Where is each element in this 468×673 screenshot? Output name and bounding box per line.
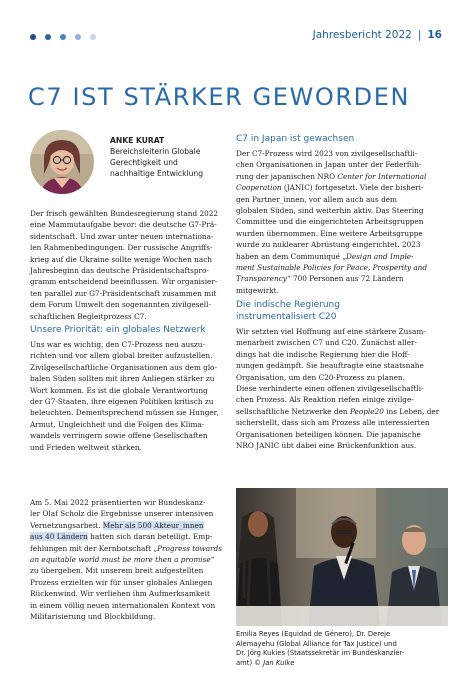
text-span: hatten sich daran beteiligt. Emp- (87, 532, 213, 542)
text-line: Jahresbeginn das deutsche Präsidentschaftspro- (30, 266, 209, 276)
text-span: ins Leben, der (383, 406, 440, 416)
text-line: ten parallel zur G7-Präsidentschaft zusammen mit (30, 288, 217, 298)
text-line: Militarisierung und Blockbildung. (30, 612, 156, 622)
text-line: Der C7-Prozess wird 2023 von zivilgesellschaftli- (236, 149, 418, 158)
communique-title: Design and Imple- (346, 251, 414, 261)
text-line: sidentschaft. Und zwar unter neuen internationa- (30, 231, 214, 241)
text-line: Zivilgesellschaftliche Organisationen aus dem glo- (30, 362, 218, 372)
intro-paragraph (30, 208, 218, 322)
text-line: Organisationen beteiligen können. Die japanische (236, 429, 421, 439)
text-line: und Frieden weltweit stärken. (30, 442, 142, 452)
text-line: Organisation, um den C20-Prozess zu planen. (236, 372, 405, 382)
highlighted-text: Mehr als 500 Akteur_innen (102, 520, 204, 530)
text-span: sellschaftliche Netzwerke den (236, 406, 350, 416)
text-line: chen Prozess. Als Reaktion riefen einige zivilge- (236, 395, 414, 405)
caption-line: Alemayehu (Global Alliance for Tax Justice) und (236, 639, 397, 648)
quote-text: Progress towards (157, 543, 223, 553)
text-line: zu übergeben. Mit unserem breit aufgestellten (30, 566, 204, 576)
text-line (236, 182, 427, 193)
priority-paragraph (30, 339, 219, 453)
text-span: amt) © (236, 658, 264, 667)
heading-line: Die indische Regierung (236, 300, 340, 310)
text-line: ler Olaf Scholz die Ergebnisse unserer intensiven (30, 509, 214, 519)
text-line: dem Forum Umwelt den sogenannten zivilgesell- (30, 300, 211, 310)
text-span: rung der japanischen NRO (236, 171, 338, 181)
portrait-image (30, 130, 94, 194)
quote-text: an equitable world must be more then a promise (30, 555, 211, 565)
text-line: wandels verringern sowie offene Gesellschaften (30, 431, 208, 441)
author-role-line: Gerechtigkeit und (110, 158, 178, 167)
text-line: in einem völlig neuen internationalen Kontext von (30, 600, 216, 610)
text-line: len Rahmenbedingungen. Der russische Angriffs- (30, 243, 213, 253)
text-line (30, 520, 222, 531)
dot-4 (75, 34, 81, 40)
text-line: globalen Süden, sind weiterhin aktiv. Das Steering (236, 206, 424, 216)
text-line: krieg auf die Ukraine sollte wenige Wochen nach (30, 254, 212, 264)
text-line: balen Süden sollten mit ihren Anliegen stärker zu (30, 374, 215, 384)
org-name: Cooperation (236, 183, 282, 193)
text-line: gramm entscheidend beeinflussen. Wir organisier- (30, 277, 218, 287)
text-line: nungen gedämpft. Sie beauftragte eine staatsnahe (236, 361, 424, 371)
report-title: Jahresbericht 2022 (312, 29, 412, 41)
page-number: 16 (427, 29, 442, 41)
text-line: Diese verhinderte einen offenen zivilgesellschaftli- (236, 384, 424, 394)
text-line: Wir setzten viel Hoffnung auf eine stärkere Zusam- (236, 327, 426, 336)
text-line: Wort kommen. Es ist die globale Verantwortung (30, 385, 208, 395)
text-line: sicherstellt, dass sich am Prozess alle interessierten (236, 418, 430, 428)
author-name: ANKE KURAT (110, 136, 165, 145)
highlighted-text: aus 40 Ländern (30, 532, 88, 542)
text-line: menarbeit zwischen C7 und C20. Zunächst aller- (236, 338, 417, 348)
text-line: Am 5. Mai 2022 präsentierten wir Bundeskanz- (30, 498, 206, 507)
photo-caption (236, 630, 404, 668)
text-line: eine Mammutaufgabe bevor: die deutsche G7-Prä- (30, 220, 217, 230)
dot-2 (45, 34, 51, 40)
communique-title: ment Sustainable Policies for Peace, Prosperity and (236, 263, 428, 273)
text-span: haben an dem Communiqué „ (236, 251, 346, 261)
text-line (30, 554, 222, 565)
text-line: chen Organisationen in Japan unter der Federfüh- (236, 160, 422, 170)
text-line: beleuchten. Dementsprechend müssen sie Hunger, (30, 408, 219, 418)
text-line: Uns war es wichtig, den C7-Prozess neu auszu- (30, 340, 205, 349)
text-line: Armut, Ungleichheit und die Folgen des Klima- (30, 419, 205, 429)
text-line: richten und vor allem global breiter aufzustellen. (30, 351, 213, 361)
org-name: Center for International (337, 171, 427, 181)
author-role-line: Bereichsleiterin Globale (110, 147, 201, 156)
section-heading-india (236, 300, 340, 323)
heading-line: instrumentalisiert C20 (236, 311, 337, 322)
dot-1 (30, 34, 36, 40)
text-line (236, 251, 427, 262)
progress-dots (30, 34, 96, 40)
author-block (110, 135, 203, 179)
text-line (30, 531, 222, 542)
text-line (236, 406, 439, 417)
network-name: People20 (349, 406, 384, 416)
text-span: “ (210, 555, 215, 565)
text-span: Vernetzungsarbeit. (30, 520, 103, 530)
text-span: (JANIC) fortgesetzt. Viele der bisheri- (281, 183, 424, 193)
text-line: Der frisch gewählten Bundesregierung stand 2022 (30, 209, 219, 218)
text-line: wurden übernommen. Eine weitere Arbeitsgruppe (236, 228, 423, 238)
photo-image (236, 488, 448, 626)
text-line: NRO JANIC übt dabei eine Brückenfunktion aus. (236, 441, 417, 451)
text-line: Committee und die eingerichteten Arbeitsgruppen (236, 217, 424, 227)
photo-credit: Jan Kulke (263, 658, 295, 667)
header-separator: | (417, 29, 422, 41)
text-line (236, 262, 427, 273)
dot-5 (90, 34, 96, 40)
page-title: C7 IST STÄRKER GEWORDEN (28, 83, 411, 111)
caption-line: Emilia Reyes (Equidad de Género), Dr. Dereje (236, 630, 391, 638)
india-paragraph (236, 326, 439, 451)
section-heading-priority: Unsere Priorität: ein globales Netzwerk (30, 325, 206, 335)
text-span: “ 700 Personen aus 72 Ländern (286, 274, 404, 284)
japan-paragraph (236, 148, 427, 296)
caption-line (236, 659, 404, 669)
section-heading-japan: C7 in Japan ist gewachsen (236, 134, 355, 144)
text-line: der G7-Staaten, ihre eigenen Politiken kritisch zu (30, 397, 214, 407)
dot-3 (60, 34, 66, 40)
running-header (313, 29, 442, 41)
text-line (236, 273, 427, 284)
scholz-paragraph (30, 497, 222, 622)
text-line: schaftlichen Begleitprozess C7. (30, 311, 147, 321)
text-span: fehlungen mit der Kernbotschaft „ (30, 543, 158, 553)
caption-line: Dr. Jörg Kukies (Staatssekretär im Bundeskanzler- (236, 649, 405, 658)
text-line: mitgewirkt. (236, 285, 279, 295)
event-photo (236, 488, 448, 626)
text-line: dings hat die indische Regierung hier die Hoff- (236, 349, 410, 359)
text-line: wurde zu nuklearer Abrüstung eingerichtet. 2023 (236, 240, 421, 250)
text-line: Prozess erzielten wir für unser globales Anliegen (30, 577, 213, 587)
communique-title: Transparency (236, 274, 287, 284)
text-line (30, 543, 222, 554)
text-line: gen Partner_innen, vor allem auch aus dem (236, 194, 397, 204)
text-line: Rückenwind. Wir verliehen ihm Aufmerksamkeit (30, 589, 210, 599)
author-role-line: nachhaltige Entwicklung (110, 169, 204, 178)
text-line (236, 171, 427, 182)
author-portrait (30, 130, 94, 194)
